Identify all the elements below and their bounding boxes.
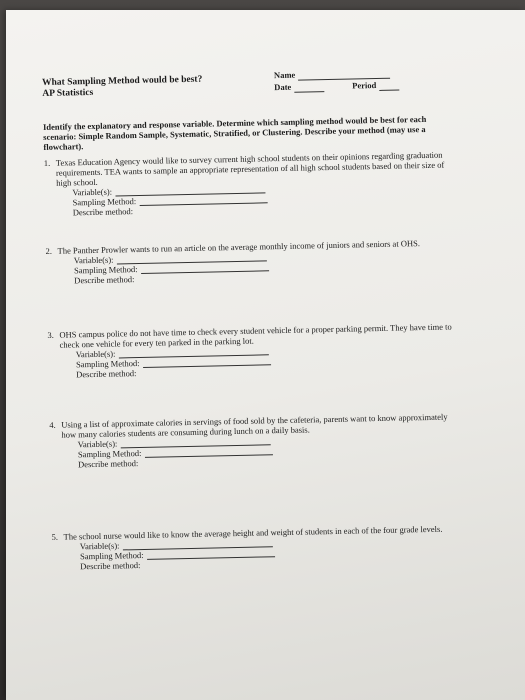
sampling-method-label: Sampling Method: xyxy=(77,448,142,460)
question-number: 1. xyxy=(43,157,51,168)
variables-label: Variable(s): xyxy=(72,186,113,198)
question-number: 4. xyxy=(49,419,56,430)
name-blank[interactable] xyxy=(298,70,390,81)
variables-label: Variable(s): xyxy=(79,540,120,552)
question-4 xyxy=(49,411,460,470)
question-number: 3. xyxy=(47,329,54,340)
period-blank[interactable] xyxy=(379,82,399,91)
describe-method-label: Describe method: xyxy=(72,206,134,218)
worksheet-header xyxy=(42,69,463,118)
describe-method-label: Describe method: xyxy=(77,458,139,470)
variables-label: Variable(s): xyxy=(73,254,114,266)
describe-method-label: Describe method: xyxy=(80,560,141,572)
question-text: OHS campus police do not have time to check every student vehicle for a proper parking permit. They have time to check one vehicle for every ten parked in the parking lot. xyxy=(59,321,452,350)
question-text: Using a list of approximate calories in servings of food sold by the cafeteria, parents want to know approximately how many calories students are consuming during lunch on a daily basis. xyxy=(61,411,448,440)
question-text: The school nurse would like to know the average height and weight of students in each of the four grade levels. xyxy=(63,523,443,542)
question-number: 5. xyxy=(51,531,59,542)
name-label: Name xyxy=(273,69,296,81)
question-2 xyxy=(46,237,457,286)
period-label: Period xyxy=(352,80,377,91)
date-blank[interactable] xyxy=(294,83,324,93)
worksheet-content xyxy=(42,69,463,572)
sampling-method-label: Sampling Method: xyxy=(75,358,140,370)
describe-method-label: Describe method: xyxy=(74,274,135,286)
variables-label: Variable(s): xyxy=(77,438,118,450)
describe-method-label: Describe method: xyxy=(76,368,137,380)
question-3 xyxy=(47,321,458,380)
question-text: Texas Education Agency would like to survey current high school students on their opinions regarding graduation requirements. TEA wants to sample an appropriate representation of all high school students based on their size of high school. xyxy=(55,149,445,188)
student-info xyxy=(274,67,400,94)
question-text: The Panther Prowler wants to run an article on the average monthly income of juniors and seniors at OHS. xyxy=(57,238,420,256)
course-name: AP Statistics xyxy=(42,87,94,99)
instructions: Identify the explanatory and response variable. Determine which sampling method would be best for each scenario: Simple Random Sample, Systematic, Stratified, or Clustering. Describe your method (may use a flowchart). xyxy=(42,113,427,152)
question-1 xyxy=(44,149,455,218)
sampling-method-label: Sampling Method: xyxy=(72,196,137,208)
worksheet-title: What Sampling Method would be best? xyxy=(42,74,203,88)
variables-label: Variable(s): xyxy=(75,348,116,360)
sampling-method-label: Sampling Method: xyxy=(73,264,138,276)
sampling-method-label: Sampling Method: xyxy=(79,549,144,562)
worksheet-paper xyxy=(6,10,525,700)
question-5 xyxy=(52,523,463,572)
date-label: Date xyxy=(274,81,292,93)
question-number: 2. xyxy=(45,245,53,256)
